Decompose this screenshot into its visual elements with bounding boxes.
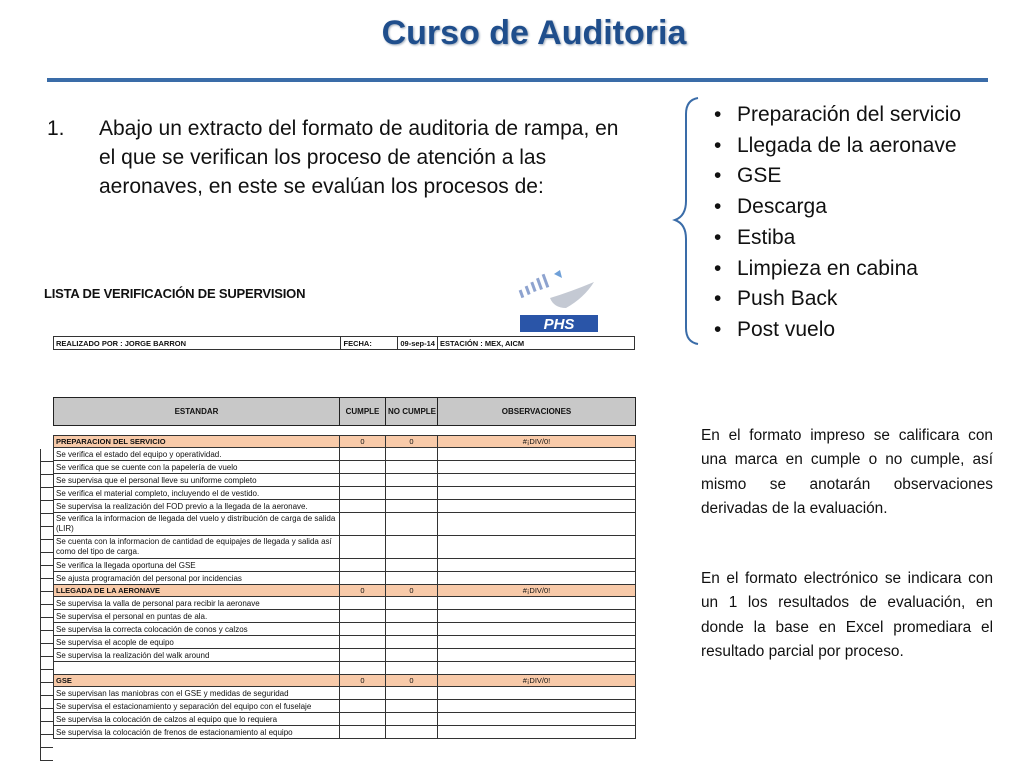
cumple-cell [340,636,386,649]
process-item [714,223,961,254]
section-name: LLEGADA DE LA AERONAVE [54,585,340,597]
process-item [714,192,961,223]
standard-item: Se supervisa la realización del walk around [54,649,340,662]
bullet-icon: • [714,164,722,188]
cumple-cell [340,559,386,572]
cumple-cell [340,700,386,713]
logo-text: PHS [543,316,575,333]
observaciones-cell [438,448,636,461]
cumple-cell [340,687,386,700]
margin-cell [40,618,53,631]
table-row [54,597,636,610]
observaciones-cell [438,500,636,513]
realizado-por: REALIZADO POR : JORGE BARRON [54,337,341,350]
no-cumple-cell [386,536,438,559]
observaciones-cell [438,487,636,500]
standard-item: Se supervisa el estacionamiento y separación del equipo con el fuselaje [54,700,340,713]
process-item [714,131,961,162]
table-header-row [54,398,636,426]
point-text: Abajo un extracto del formato de auditoria de rampa, en el que se verifican los proceso de atención a las aeronaves, en este se evalúan los procesos de: [99,117,619,198]
electronic-format-note: En el formato electrónico se indicara con un 1 los resultados de evaluación, en donde la base en Excel promediara el resultado parcial por proceso. [701,570,993,661]
no-cumple-cell [386,572,438,585]
table-row [54,636,636,649]
cumple-cell [340,597,386,610]
table-row [54,700,636,713]
table-row [54,726,636,739]
standard-item: Se supervisa la correcta colocación de conos y calzos [54,623,340,636]
process-label: Llegada de la aeronave [737,133,957,157]
process-list [714,100,961,346]
margin-cell [40,514,53,527]
section-row [54,436,636,448]
no-cumple-cell [386,559,438,572]
standard-item: Se supervisa que el personal lleve su uniforme completo [54,474,340,487]
no-cumple-cell [386,513,438,536]
cumple-cell [340,487,386,500]
section-no-cumple: 0 [386,585,438,597]
table-row [54,536,636,559]
margin-cell [40,605,53,618]
standard-item: Se verifica la llegada oportuna del GSE [54,559,340,572]
row-margin-cells [40,449,53,739]
no-cumple-cell [386,636,438,649]
observaciones-cell [438,461,636,474]
process-label: Push Back [737,287,838,311]
table-row [54,474,636,487]
column-header: CUMPLE [340,398,386,426]
observaciones-cell [438,474,636,487]
observaciones-cell [438,700,636,713]
margin-cell [40,696,53,709]
process-label: Preparación del servicio [737,103,962,126]
observaciones-cell [438,513,636,536]
bullet-icon: • [714,195,722,219]
process-label: Descarga [737,195,827,219]
point-number: 1. [47,117,65,140]
process-item [714,315,961,346]
margin-cell [40,670,53,683]
no-cumple-cell [386,597,438,610]
cumple-cell [340,513,386,536]
table-row [54,448,636,461]
cumple-cell [340,500,386,513]
bullet-icon: • [714,133,722,157]
margin-cell [40,683,53,696]
table-row [54,461,636,474]
no-cumple-cell [386,726,438,739]
table-row [54,610,636,623]
checklist-table [53,397,636,739]
margin-cell [40,488,53,501]
section-row [54,585,636,597]
no-cumple-cell [386,649,438,662]
standard-item: Se verifica la informacion de llegada del vuelo y distribución de carga de salida (LIR) [54,513,340,536]
table-row [54,487,636,500]
margin-cell [40,501,53,514]
table-row [54,713,636,726]
standard-item: Se supervisa la realización del FOD previo a la llegada de la aeronave. [54,500,340,513]
column-header: OBSERVACIONES [438,398,636,426]
section-name: GSE [54,675,340,687]
curly-brace-icon [672,96,702,346]
sheet-header-table [53,336,635,350]
table-row [54,500,636,513]
cumple-cell [340,536,386,559]
section-observaciones: #¡DIV/0! [438,436,636,448]
standard-item: Se verifica el material completo, incluyendo el de vestido. [54,487,340,500]
table-row [54,623,636,636]
observaciones-cell [438,662,636,675]
no-cumple-cell [386,623,438,636]
margin-cell [40,644,53,657]
observaciones-cell [438,610,636,623]
observaciones-cell [438,687,636,700]
margin-cell [40,592,53,605]
title-divider [47,78,988,82]
no-cumple-cell [386,448,438,461]
sheet-title: LISTA DE VERIFICACIÓN DE SUPERVISION [44,286,306,301]
standard-item: Se ajusta programación del personal por incidencias [54,572,340,585]
process-label: Post vuelo [737,317,836,341]
no-cumple-cell [386,474,438,487]
bullet-icon: • [714,103,722,126]
margin-cell [40,449,53,462]
no-cumple-cell [386,500,438,513]
process-label: GSE [737,164,782,188]
standard-item: Se supervisa el acople de equipo [54,636,340,649]
bullet-icon: • [714,256,722,280]
process-label: Limpieza en cabina [737,256,918,280]
margin-cell [40,748,53,761]
fecha-value: 09-sep-14 [397,337,437,350]
column-header: NO CUMPLE [386,398,438,426]
standard-item: Se supervisa la valla de personal para recibir la aeronave [54,597,340,610]
table-row [54,687,636,700]
slide-title: Curso de Auditoria [381,14,687,52]
no-cumple-cell [386,610,438,623]
observaciones-cell [438,623,636,636]
phs-logo [510,268,606,334]
cumple-cell [340,662,386,675]
cumple-cell [340,623,386,636]
margin-cell [40,527,53,540]
observaciones-cell [438,536,636,559]
margin-cell [40,566,53,579]
section-no-cumple: 0 [386,675,438,687]
observaciones-cell [438,559,636,572]
standard-item: Se supervisan las maniobras con el GSE y medidas de seguridad [54,687,340,700]
margin-cell [40,735,53,748]
standard-item: Se supervisa el personal en puntas de ala. [54,610,340,623]
table-row [54,559,636,572]
section-name: PREPARACION DEL SERVICIO [54,436,340,448]
no-cumple-cell [386,461,438,474]
standard-item: Se supervisa la colocación de frenos de estacionamiento al equipo [54,726,340,739]
cumple-cell [340,713,386,726]
section-cumple: 0 [340,436,386,448]
observaciones-cell [438,649,636,662]
cumple-cell [340,572,386,585]
no-cumple-cell [386,662,438,675]
margin-cell [40,462,53,475]
section-observaciones: #¡DIV/0! [438,675,636,687]
bullet-icon: • [714,287,722,311]
cumple-cell [340,474,386,487]
table-row [54,662,636,675]
standard-item: Se verifica que se cuente con la papelería de vuelo [54,461,340,474]
observaciones-cell [438,713,636,726]
section-cumple: 0 [340,675,386,687]
process-item [714,284,961,315]
observaciones-cell [438,726,636,739]
observaciones-cell [438,636,636,649]
table-row [54,513,636,536]
observaciones-cell [438,572,636,585]
printed-format-note: En el formato impreso se calificara con una marca en cumple o no cumple, así mismo se anotarán observaciones derivadas de la evaluación. [701,427,993,518]
cumple-cell [340,649,386,662]
process-item [714,161,961,192]
column-header: ESTANDAR [54,398,340,426]
no-cumple-cell [386,713,438,726]
section-observaciones: #¡DIV/0! [438,585,636,597]
margin-cell [40,540,53,553]
standard-item [54,662,340,675]
standard-item: Se cuenta con la informacion de cantidad de equipajes de llegada y salida así como del tipo de carga. [54,536,340,559]
cumple-cell [340,726,386,739]
cumple-cell [340,448,386,461]
fecha-label: FECHA: [341,337,397,350]
margin-cell [40,475,53,488]
section-cumple: 0 [340,585,386,597]
margin-cell [40,579,53,592]
table-row [54,572,636,585]
cumple-cell [340,461,386,474]
margin-cell [40,709,53,722]
process-item [714,100,961,131]
section-row [54,675,636,687]
margin-cell [40,631,53,644]
no-cumple-cell [386,687,438,700]
no-cumple-cell [386,487,438,500]
spacer-row [54,426,636,436]
margin-cell [40,722,53,735]
observaciones-cell [438,597,636,610]
bullet-icon: • [714,225,722,249]
cumple-cell [340,610,386,623]
margin-cell [40,657,53,670]
table-row [54,649,636,662]
standard-item: Se supervisa la colocación de calzos al equipo que lo requiera [54,713,340,726]
estacion: ESTACIÓN : MEX, AICM [437,337,634,350]
process-item [714,254,961,285]
no-cumple-cell [386,700,438,713]
section-no-cumple: 0 [386,436,438,448]
process-label: Estiba [737,225,796,249]
bullet-icon: • [714,317,722,341]
margin-cell [40,553,53,566]
standard-item: Se verifica el estado del equipo y operatividad. [54,448,340,461]
